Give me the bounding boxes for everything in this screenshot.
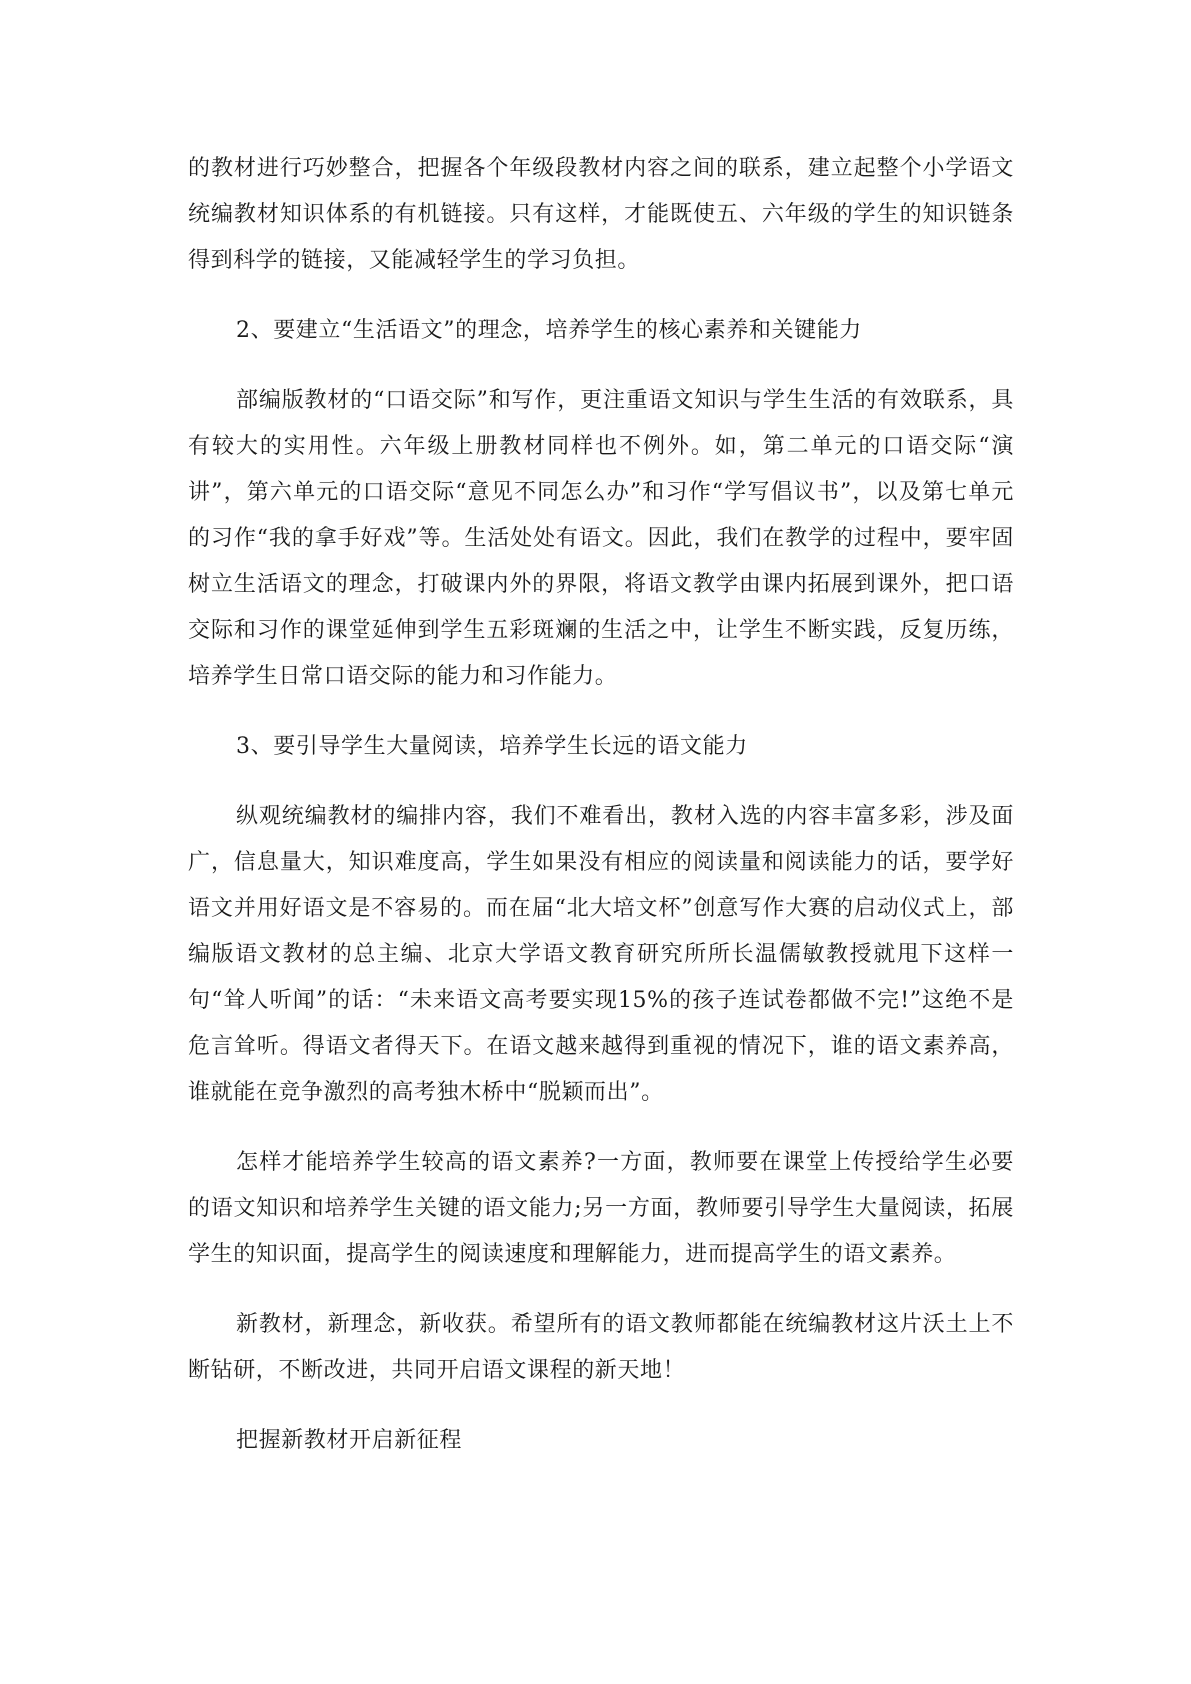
- section-heading-2: 2、要建立“生活语文”的理念，培养学生的核心素养和关键能力: [236, 318, 862, 343]
- paragraph-conclusion: 新教材，新理念，新收获。希望所有的语文教师都能在统编教材这片沃土上不断钻研，不断改进，共同开启语文课程的新天地！: [188, 1312, 1014, 1383]
- paragraph-intro-continuation: 的教材进行巧妙整合，把握各个年级段教材内容之间的联系，建立起整个小学语文统编教材知识体系的有机链接。只有这样，才能既使五、六年级的学生的知识链条得到科学的链接，又能减轻学生的学习负担。: [188, 156, 1014, 273]
- paragraph-literacy: 怎样才能培养学生较高的语文素养?一方面，教师要在课堂上传授给学生必要的语文知识和培养学生关键的语文能力;另一方面，教师要引导学生大量阅读，拓展学生的知识面，提高学生的阅读速度和理解能力，进而提高学生的语文素养。: [188, 1150, 1014, 1267]
- next-article-title: 把握新教材开启新征程: [236, 1428, 463, 1453]
- section-heading-3: 3、要引导学生大量阅读，培养学生长远的语文能力: [236, 734, 748, 759]
- document-page: [188, 146, 1014, 1488]
- paragraph-life-chinese: 部编版教材的“口语交际”和写作，更注重语文知识与学生生活的有效联系，具有较大的实用性。六年级上册教材同样也不例外。如，第二单元的口语交际“演讲”，第六单元的口语交际“意见不同怎么办”和习作“学写倡议书”，以及第七单元的习作“我的拿手好戏”等。生活处处有语文。因此，我们在教学的过程中，要牢固树立生活语文的理念，打破课内外的界限，将语文教学由课内拓展到课外，把口语交际和习作的课堂延伸到学生五彩斑斓的生活之中，让学生不断实践，反复历练，培养学生日常口语交际的能力和习作能力。: [188, 388, 1014, 689]
- paragraph-reading: 纵观统编教材的编排内容，我们不难看出，教材入选的内容丰富多彩，涉及面广，信息量大，知识难度高，学生如果没有相应的阅读量和阅读能力的话，要学好语文并用好语文是不容易的。而在届“北大培文杯”创意写作大赛的启动仪式上，部编版语文教材的总主编、北京大学语文教育研究所所长温儒敏教授就甩下这样一句“耸人听闻”的话：“未来语文高考要实现15%的孩子连试卷都做不完!”这绝不是危言耸听。得语文者得天下。在语文越来越得到重视的情况下，谁的语文素养高，谁就能在竞争激烈的高考独木桥中“脱颖而出”。: [188, 804, 1014, 1105]
